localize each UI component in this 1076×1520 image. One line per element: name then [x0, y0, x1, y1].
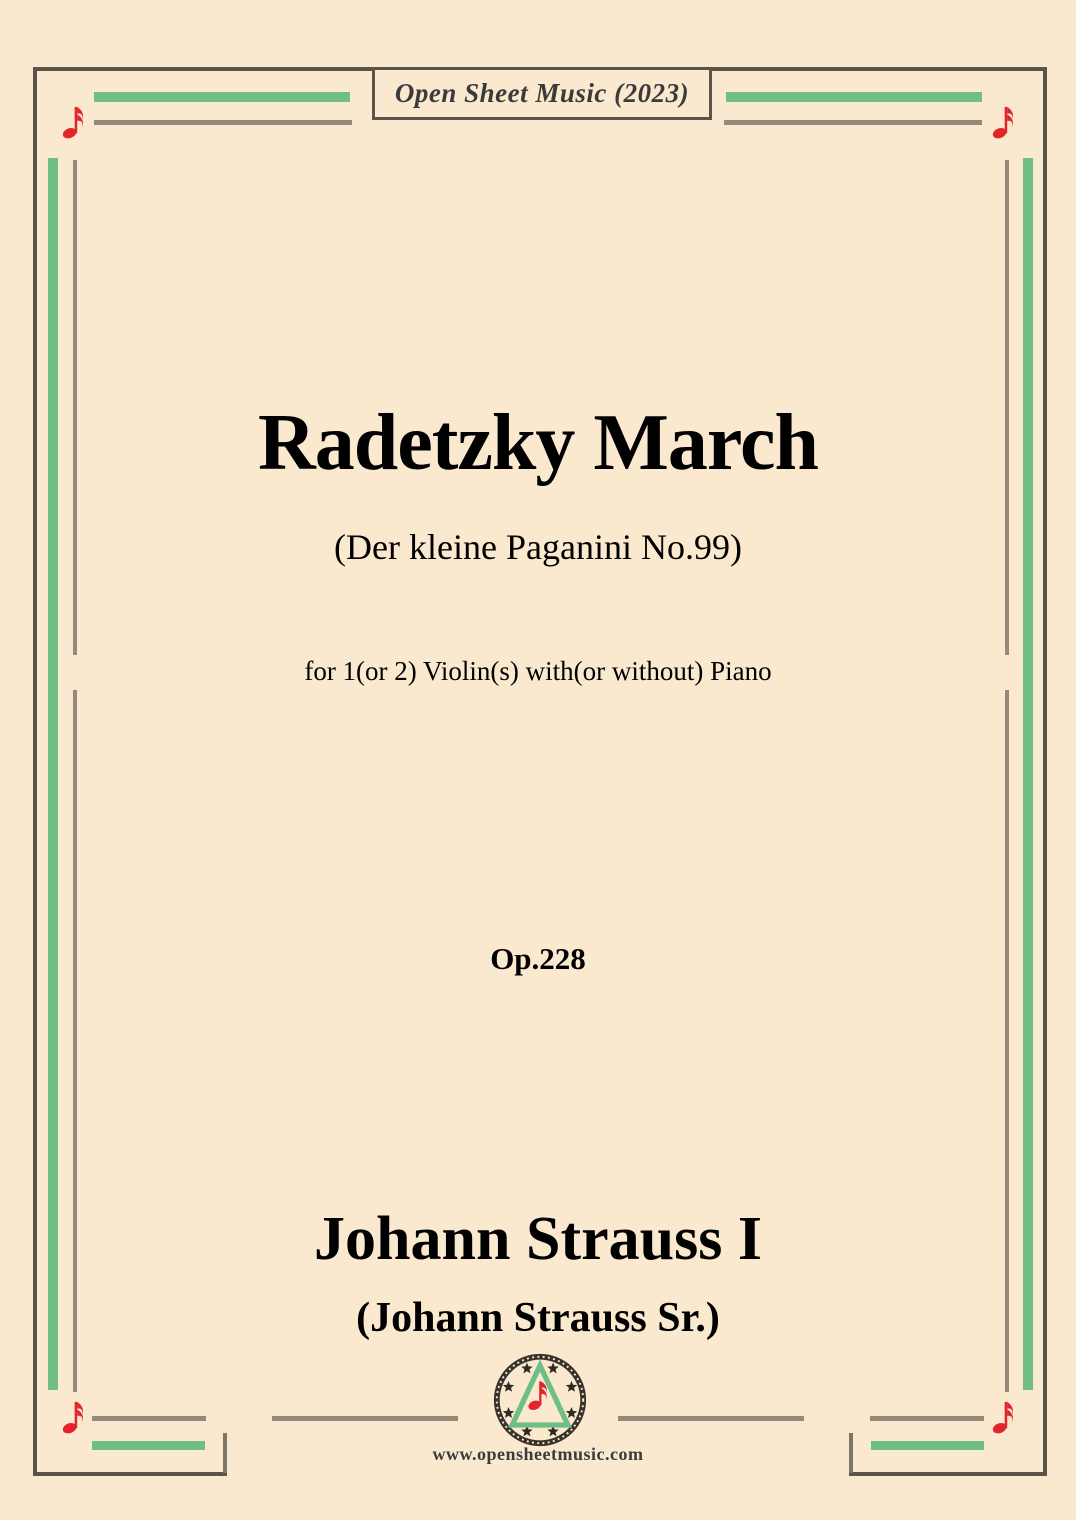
gray-rule-top-right — [724, 120, 982, 125]
work-subtitle: (Der kleine Paganini No.99) — [334, 527, 742, 567]
publisher-banner: Open Sheet Music (2023) — [394, 78, 690, 108]
composer-name: Johann Strauss I — [314, 1205, 762, 1273]
opus-number: Op.228 — [490, 941, 586, 976]
sixteenth-note-icon — [990, 103, 1017, 140]
gray-rule-bottom-left-outer — [92, 1416, 206, 1421]
website-url: www.opensheetmusic.com — [432, 1444, 644, 1464]
gray-rule-bottom-right-outer — [870, 1416, 984, 1421]
sixteenth-note-icon — [990, 1398, 1017, 1435]
publisher-banner-box — [372, 67, 712, 120]
gray-rule-right-lower — [1005, 690, 1009, 1392]
gray-rule-top-left — [94, 120, 352, 125]
composer-alt-name: (Johann Strauss Sr.) — [356, 1295, 720, 1341]
outer-frame-bottom-left — [33, 1472, 227, 1476]
instrumentation-line: for 1(or 2) Violin(s) with(or without) Piano — [304, 656, 772, 686]
publisher-logo — [492, 1352, 588, 1448]
gray-rule-bottom-left-inner — [272, 1416, 458, 1421]
sixteenth-note-icon — [60, 103, 87, 140]
gray-rule-left-lower — [73, 690, 77, 1392]
green-bar-top-right — [726, 92, 982, 102]
green-bar-top-left — [94, 92, 350, 102]
outer-frame-bottom-right — [849, 1472, 1047, 1476]
gray-rule-bottom-right-inner — [618, 1416, 804, 1421]
work-title: Radetzky March — [258, 399, 818, 487]
sixteenth-note-icon — [60, 1398, 87, 1435]
